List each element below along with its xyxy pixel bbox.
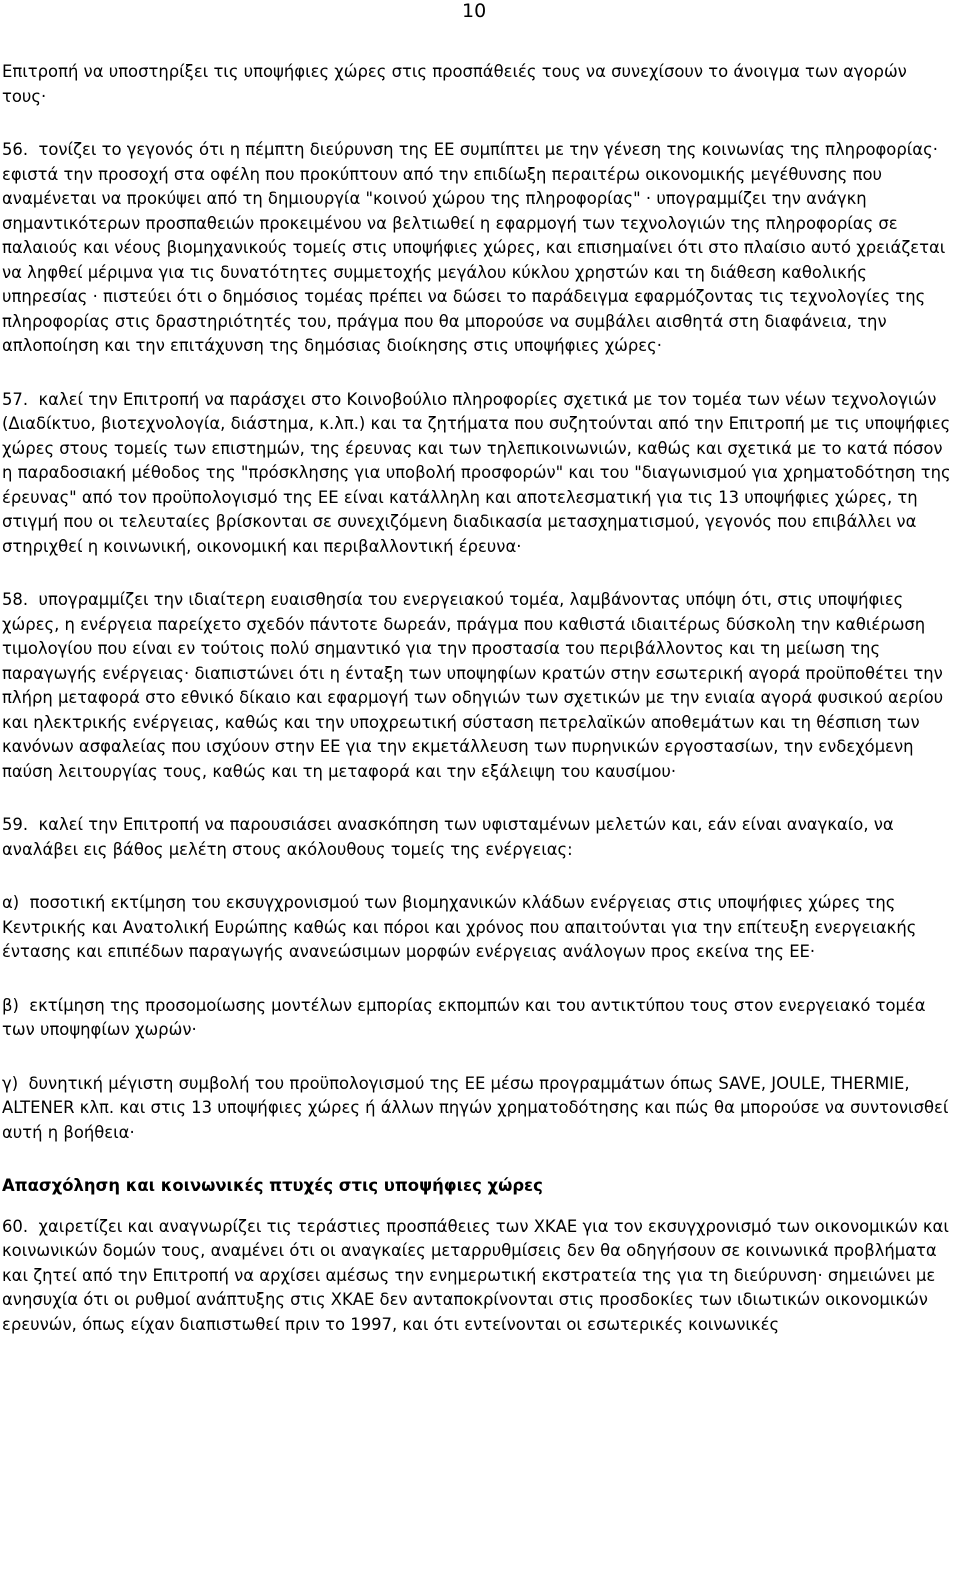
paragraph-text: καλεί την Επιτροπή να παρουσιάσει ανασκόπηση των υφισταμένων μελετών και, εάν είναι αναγκαίο, να αναλάβει εις βάθος μελέτη στους ακόλουθους τομείς της ενέργειας:	[2, 815, 894, 859]
paragraph-text: υπογραμμίζει την ιδιαίτερη ευαισθησία του ενεργειακού τομέα, λαμβάνοντας υπόψη ότι, στις υποψήφιες χώρες, η ενέργεια παρείχετο σχεδόν πάντοτε δωρεάν, πράγμα που καθιστά ιδιαιτέρως δύσκολη την καθιέρωση τιμολογίου που είναι εν τούτοις πολύ σημαντικό για την προστασία του περιβάλλοντος και τη μείωση της παραγωγής ενέργειας· διαπιστώνει ότι η ένταξη των υποψηφίων κρατών στην εσωτερική αγορά προϋποθέτει την πλήρη μεταφορά στο εθνικό δίκαιο και εφαρμογή των οδηγιών των σχετικών με την ενιαία αγορά φυσικού αερίου και ηλεκτρικής ενέργειας, καθώς και την υποχρεωτική σύσταση πετρελαϊκών αποθεμάτων και τη θέσπιση των κανόνων ασφαλείας που ισχύουν στην ΕΕ για την εκμετάλλευση των πυρηνικών εργοστασίων, την ενδεχόμενη παύση λειτουργίας τους, καθώς και τη μεταφορά και την εξάλειψη του καυσίμου·	[2, 590, 944, 781]
list-item-marker: β)	[2, 995, 19, 1015]
paragraph-number: 60.	[2, 1216, 29, 1236]
paragraph-number: 57.	[2, 389, 29, 409]
document-body	[2, 60, 952, 1366]
paragraph-58	[2, 588, 952, 784]
paragraph-text: καλεί την Επιτροπή να παράσχει στο Κοινοβούλιο πληροφορίες σχετικά με τον τομέα των νέων τεχνολογιών (Διαδίκτυο, βιοτεχνολογία, διάστημα, κ.λπ.) και τα ζητήματα που συζητούνται από την Επιτροπή με τις υποψήφιες χώρες στους τομείς των επιστημών, της έρευνας και των τηλεπικοινωνιών, καθώς και σχετικά με το κατά πόσον η παραδοσιακή μέθοδος της "πρόσκλησης για υποβολή προσφορών" και του "διαγωνισμού για χρηματοδότηση της έρευνας" από τον προϋπολογισμό της ΕΕ είναι κατάλληλη και αποτελεσματική για τις 13 υποψήφιες χώρες, τη στιγμή που οι τελευταίες βρίσκονται σε συνεχιζόμενη διαδικασία μετασχηματισμού, γεγονός που επιβάλλει να στηριχθεί η κοινωνική, οικονομική και περιβαλλοντική έρευνα·	[2, 389, 951, 556]
paragraph-number: 56.	[2, 140, 29, 159]
paragraph-text: Επιτροπή να υποστηρίξει τις υποψήφιες χώρες στις προσπάθειές τους να συνεχίσουν το άνοιγμα των αγορών τους·	[2, 62, 907, 106]
paragraph-57	[2, 388, 952, 560]
paragraph-number: 59.	[2, 815, 29, 834]
list-item-text: εκτίμηση της προσομοίωσης μοντέλων εμπορίας εκπομπών και του αντικτύπου τους στον ενεργειακό τομέα των υποψηφίων χωρών·	[2, 995, 926, 1039]
paragraph-text: χαιρετίζει και αναγνωρίζει τις τεράστιες προσπάθειες των ΧΚΑΕ για τον εκσυγχρονισμό των οικονομικών και κοινωνικών δομών τους, αναμένει ότι οι αναγκαίες μεταρρυθμίσεις δεν θα οδηγήσουν σε κοινωνικά προβλήματα και ζητεί από την Επιτροπή να αρχίσει αμέσως την ενημερωτική εκστρατεία της για τη διεύρυνση· σημειώνει με ανησυχία ότι οι ρυθμοί ανάπτυξης στις ΧΚΑΕ δεν ανταποκρίνονται στις προσδοκίες των ιδιωτικών οικονομικών ερευνών, όπως είχαν διαπιστωθεί πριν το 1997, και ότι εντείνονται οι εσωτερικές κοινωνικές	[2, 1216, 949, 1334]
paragraph-text: τονίζει το γεγονός ότι η πέμπτη διεύρυνση της ΕΕ συμπίπτει με την γένεση της κοινωνίας της πληροφορίας· εφιστά την προσοχή στα οφέλη που προκύπτουν από την επιδίωξη περαιτέρω οικονομικής μεγέθυνσης που αναμένεται να προκύψει από τη δημιουργία "κοινού χώρου της πληροφορίας" · υπογραμμίζει την ανάγκη σημαντικότερων προσπαθειών προκειμένου να βελτιωθεί η εφαρμογή των τεχνολογιών της πληροφορίας σε παλαιούς και νέους βιομηχανικούς τομείς στις υποψήφιες χώρες, και επισημαίνει ότι στο πλαίσιο αυτό χρειάζεται να ληφθεί μέριμνα για τις δυνατότητες συμμετοχής μεγάλου κύκλου χρηστών και τη διάθεση καθολικής υπηρεσίας · πιστεύει ότι ο δημόσιος τομέας πρέπει να δώσει το παράδειγμα εφαρμόζοντας τις τεχνολογίες της πληροφορίας στις δραστηριότητές του, πράγμα που θα μπορούσε να συμβάλει αισθητά στη διαφάνεια, την απλοποίηση και την επιτάχυνση της δημόσιας διοίκησης στις υποψήφιες χώρες·	[2, 140, 946, 355]
section-heading: Απασχόληση και κοινωνικές πτυχές στις υποψήφιες χώρες	[2, 1176, 543, 1195]
list-item-text: ποσοτική εκτίμηση του εκσυγχρονισμού των βιομηχανικών κλάδων ενέργειας στις υποψήφιες χώρες της Κεντρικής και Ανατολική Ευρώπης καθώς και πόροι και χρόνος που απαιτούνται για την επίτευξη ενεργειακής έντασης και επιπέδων παραγωγής ανανεώσιμων μορφών ενέργειας ανάλογων προς εκείνα της ΕΕ·	[2, 893, 917, 961]
page-number: 10	[462, 0, 487, 22]
list-item-b	[2, 994, 952, 1043]
paragraph-number: 58.	[2, 590, 29, 609]
paragraph-59	[2, 813, 952, 862]
list-item-text: δυνητική μέγιστη συμβολή του προϋπολογισμού της ΕΕ μέσω προγραμμάτων όπως SAVE, JOULE, THERMIE, ALTENER κλπ. και στις 13 υποψήφιες χώρες ή άλλων πηγών χρηματοδότησης και πώς θα μπορούσε να συντονισθεί αυτή η βοήθεια·	[2, 1073, 949, 1142]
list-item-a	[2, 891, 952, 965]
paragraph-56	[2, 138, 952, 359]
paragraph-intro-continuation	[2, 60, 952, 109]
list-item-marker: α)	[2, 893, 20, 912]
list-item-marker: γ)	[2, 1073, 19, 1093]
list-item-c	[2, 1072, 952, 1146]
paragraph-60	[2, 1215, 952, 1338]
